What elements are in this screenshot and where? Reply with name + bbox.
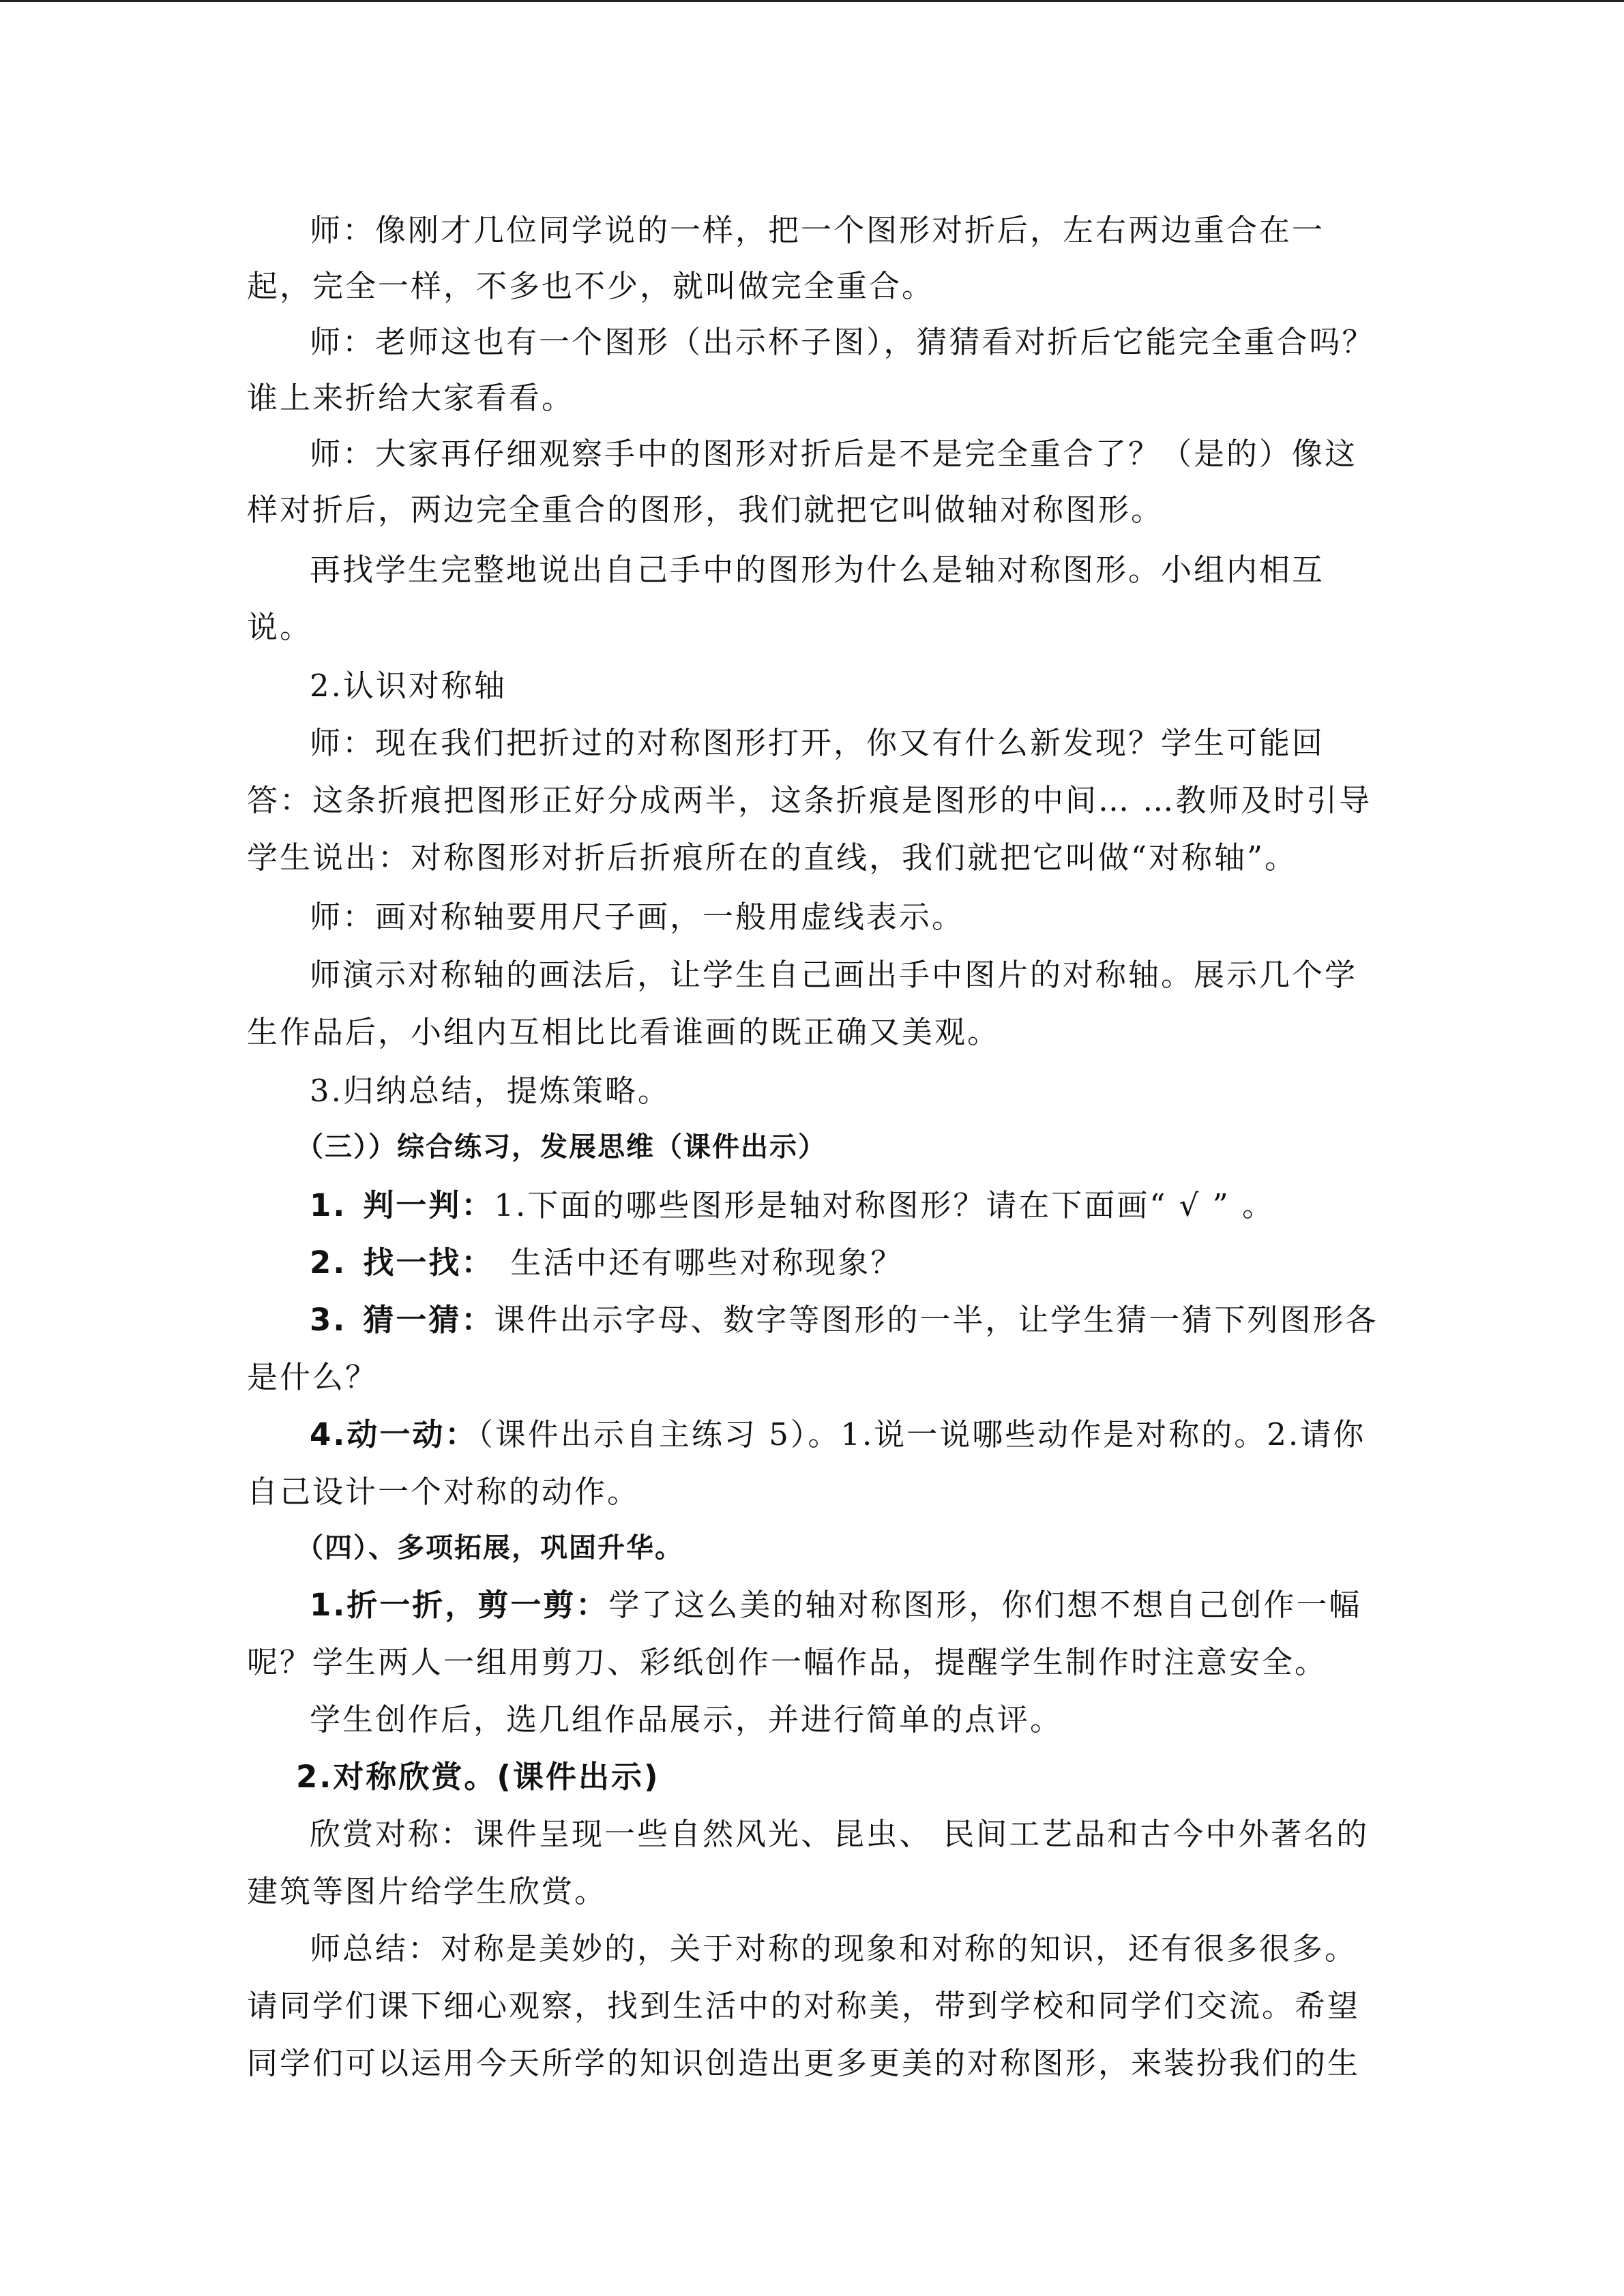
paragraph-line: 请同学们课下细心观察，找到生活中的对称美，带到学校和同学们交流。希望 [247, 1988, 1361, 2024]
exercise-text: 生活中还有哪些对称现象？ [510, 1244, 904, 1281]
paragraph-line: 自己设计一个对称的动作。 [247, 1474, 640, 1510]
paragraph-line: 再找学生完整地说出自己手中的图形为什么是轴对称图形。小组内相互 [310, 552, 1325, 588]
exercise-label: 猜一猜： [363, 1302, 494, 1338]
section-heading: 2.认识对称轴 [310, 668, 507, 704]
section-heading-bold: （三））综合练习，发展思维（课件出示） [296, 1131, 827, 1163]
section-heading-bold: 2.对称欣赏。(课件出示) [296, 1759, 660, 1795]
paragraph-line: 建筑等图片给学生欣赏。 [247, 1873, 608, 1909]
page-top-border [0, 0, 1624, 2]
exercise-label: 4.动一动： [310, 1416, 478, 1452]
paragraph-line: 同学们可以运用今天所学的知识创造出更多更美的对称图形，来装扮我们的生 [247, 2045, 1361, 2081]
exercise-label: 找一找： [363, 1244, 494, 1281]
paragraph-line: 师总结：对称是美妙的，关于对称的现象和对称的知识，还有很多很多。 [310, 1930, 1358, 1967]
exercise-label: 判一判： [363, 1187, 494, 1223]
paragraph-line: 答：这条折痕把图形正好分成两半，这条折痕是图形的中间… …教师及时引导 [247, 782, 1372, 818]
paragraph-line: 学生创作后，选几组作品展示，并进行简单的点评。 [310, 1701, 1063, 1738]
exercise-number: 2. [310, 1244, 347, 1281]
paragraph-line: 谁上来折给大家看看。 [247, 380, 575, 416]
paragraph-line: 呢？学生两人一组用剪刀、彩纸创作一幅作品，提醒学生制作时注意安全。 [247, 1644, 1328, 1680]
paragraph-line: 样对折后，两边完全重合的图形，我们就把它叫做轴对称图形。 [247, 492, 1164, 528]
paragraph-line: 师：现在我们把折过的对称图形打开，你又有什么新发现？学生可能回 [310, 725, 1325, 761]
exercise-line [310, 1242, 903, 1283]
exercise-number: 3. [310, 1302, 347, 1338]
exercise-text: （课件出示自主练习 5）。1.说一说哪些动作是对称的。2.请你 [477, 1416, 1366, 1452]
paragraph-line: 起，完全一样，不多也不少，就叫做完全重合。 [247, 268, 935, 304]
exercise-text: 学了这么美的轴对称图形，你们想不想自己创作一幅 [608, 1587, 1362, 1623]
paragraph-line: 师演示对称轴的画法后，让学生自己画出手中图片的对称轴。展示几个学 [310, 957, 1358, 993]
exercise-text: 1.下面的哪些图形是轴对称图形？请在下面画“ √ ” 。 [494, 1187, 1275, 1223]
exercise-text: 课件出示字母、数字等图形的一半，让学生猜一猜下列图形各 [494, 1302, 1378, 1338]
paragraph-line: 师：画对称轴要用尺子画，一般用虚线表示。 [310, 899, 965, 935]
exercise-line [310, 1185, 1275, 1226]
paragraph-line: 师：老师这也有一个图形（出示杯子图），猜猜看对折后它能完全重合吗？ [310, 324, 1375, 360]
paragraph-line: 生作品后，小组内互相比比看谁画的既正确又美观。 [247, 1014, 1001, 1050]
paragraph-line: 师：大家再仔细观察手中的图形对折后是不是完全重合了？（是的）像这 [310, 436, 1358, 472]
exercise-line [310, 1585, 1361, 1626]
section-heading: 3.归纳总结，提炼策略。 [310, 1073, 670, 1109]
paragraph-line: 欣赏对称：课件呈现一些自然风光、昆虫、 民间工艺品和古今中外著名的 [310, 1816, 1370, 1852]
paragraph-line: 学生说出：对称图形对折后折痕所在的直线，我们就把它叫做“对称轴”。 [247, 839, 1298, 876]
exercise-line [310, 1414, 1365, 1455]
exercise-label: 1.折一折，剪一剪： [310, 1587, 609, 1623]
paragraph-line: 是什么？ [247, 1359, 379, 1395]
paragraph-line: 说。 [247, 609, 313, 645]
exercise-number: 1. [310, 1187, 347, 1223]
paragraph-line: 师：像刚才几位同学说的一样，把一个图形对折后，左右两边重合在一 [310, 212, 1325, 248]
section-heading-bold: （四）、多项拓展，巩固升华。 [296, 1532, 683, 1564]
exercise-line [310, 1300, 1378, 1341]
